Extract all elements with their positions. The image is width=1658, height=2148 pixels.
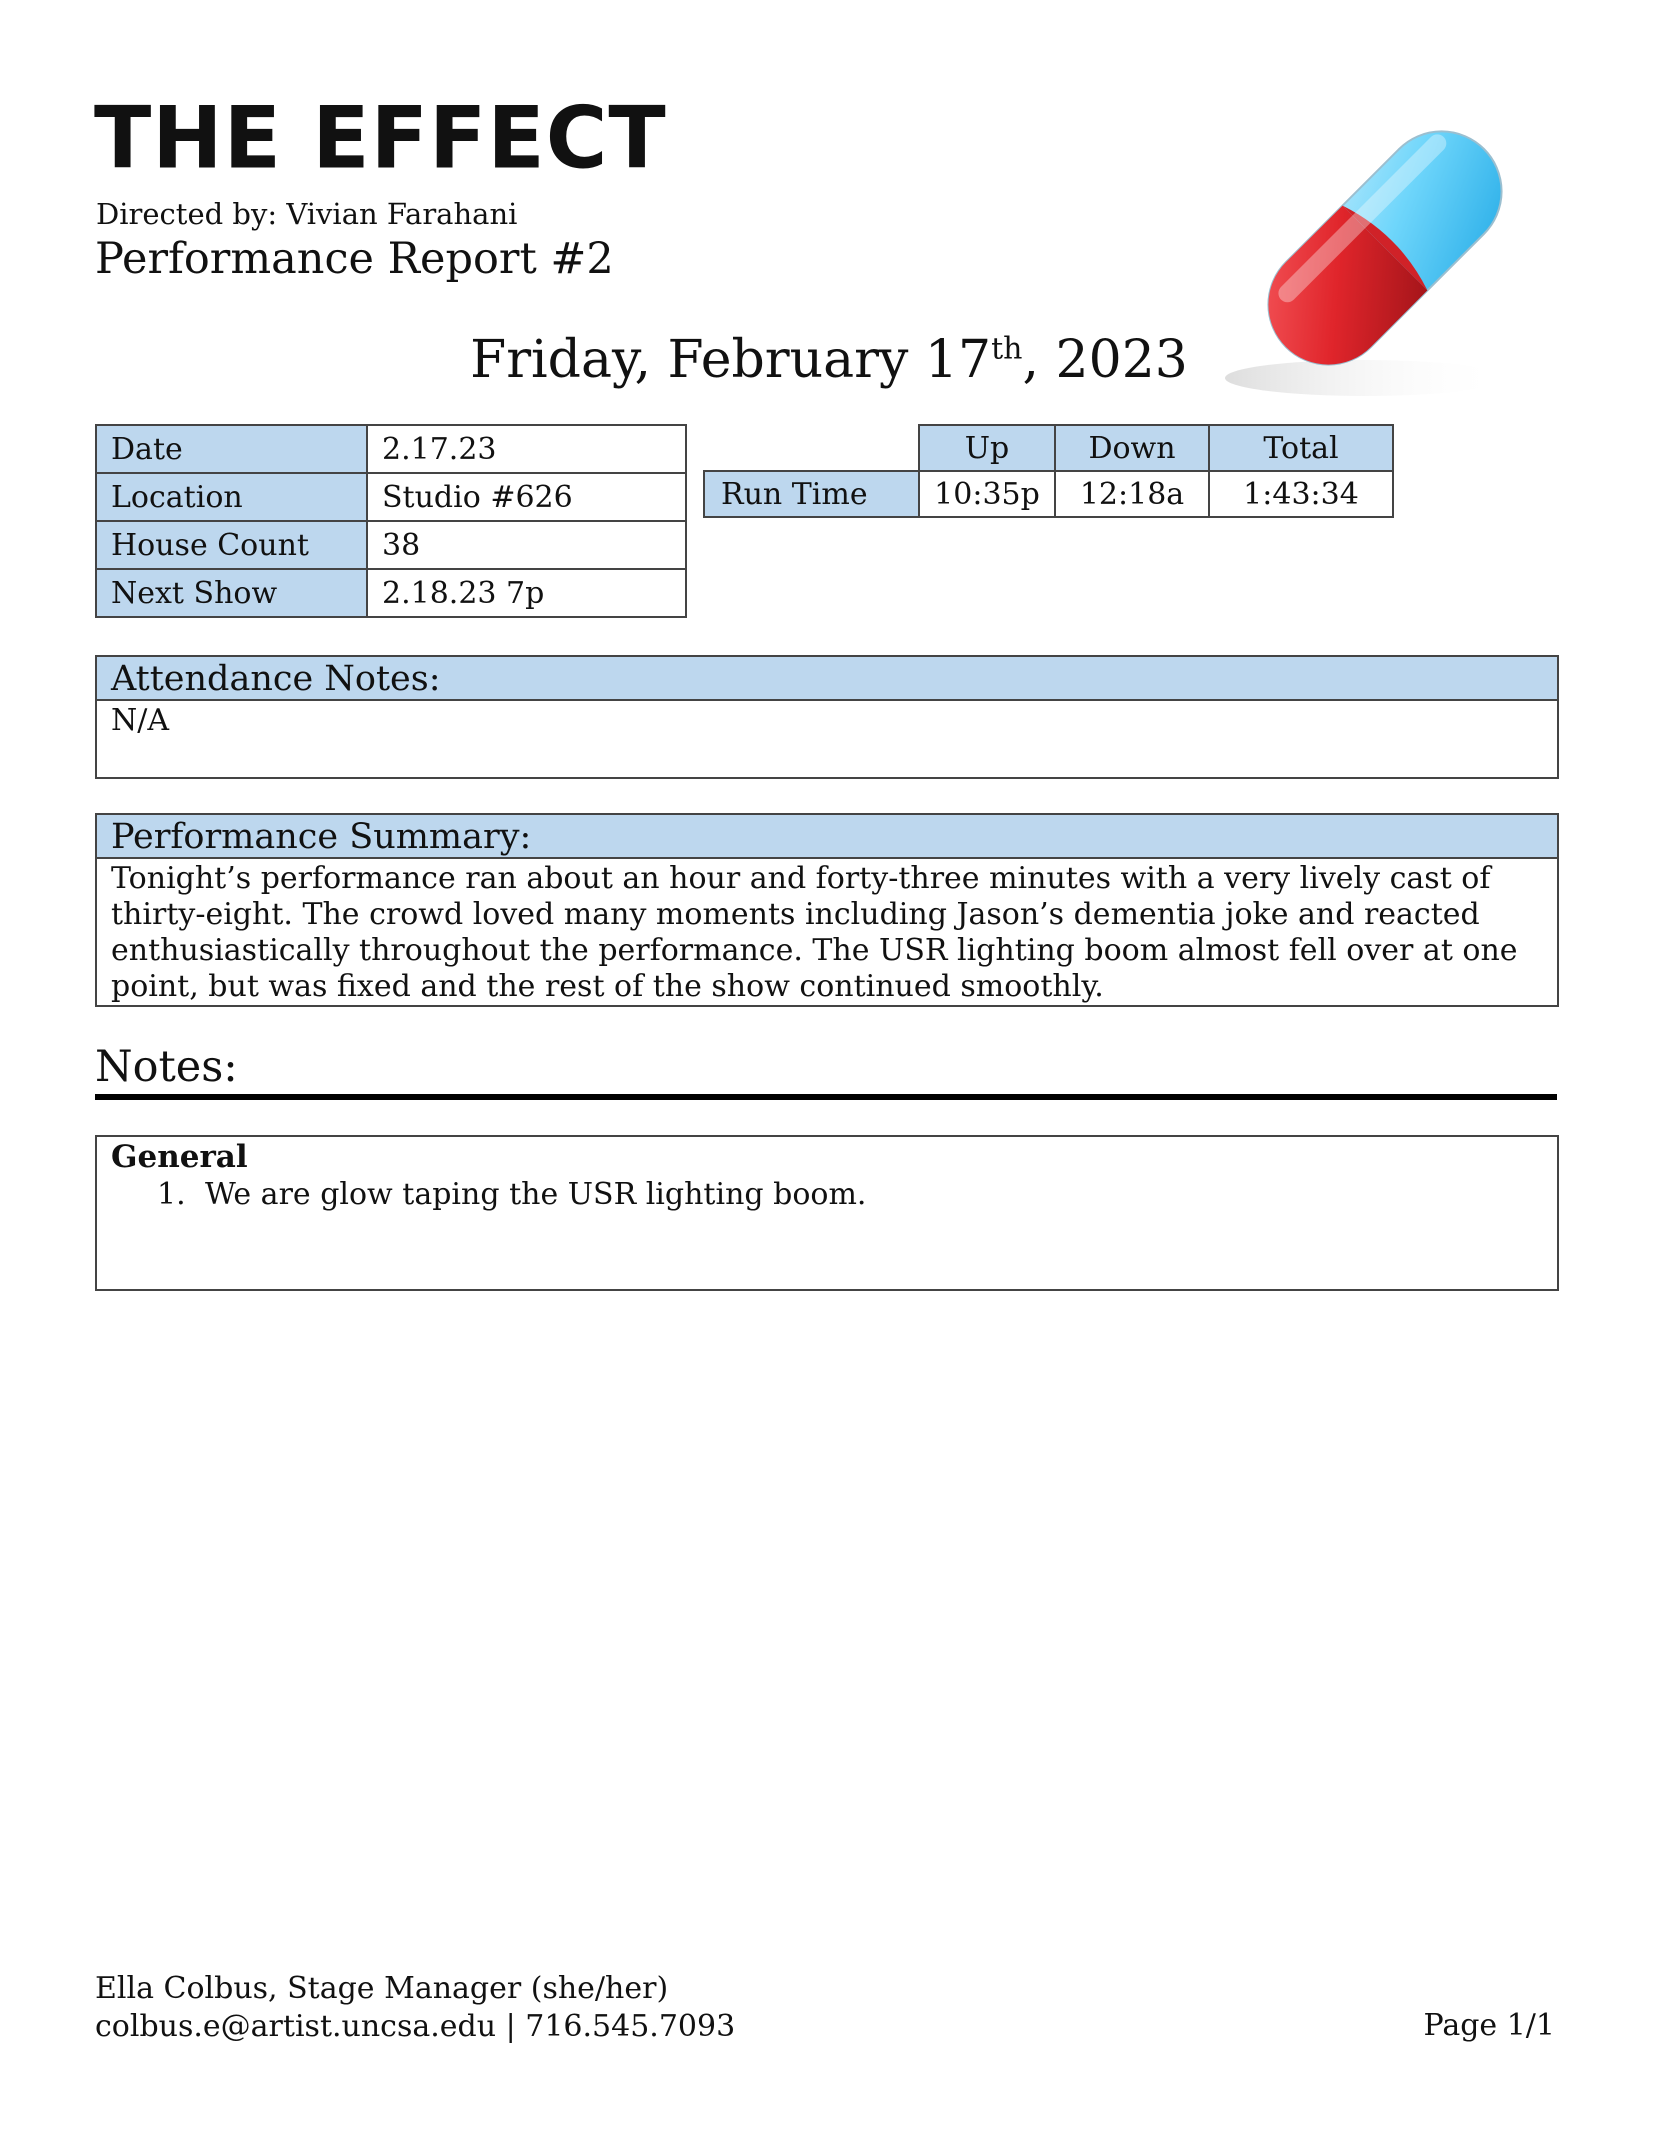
- table-row: [704, 471, 1393, 517]
- show-info-table: [95, 424, 687, 618]
- performance-summary-title: Performance Summary:: [97, 815, 1557, 859]
- performance-summary-text: Tonight’s performance ran about an hour and forty-three minutes with a very lively cast of thirty-eight. The crowd loved many moments including Jason’s dementia joke and reacted enthusiastically throughout the performance. The USR lighting boom almost fell over at one point, but was fixed and the rest of the show continued smoothly.: [111, 861, 1518, 1004]
- table-row: [704, 425, 1393, 471]
- footer-email-phone: colbus.e@artist.uncsa.edu | 716.545.7093: [95, 2009, 736, 2044]
- run-time-down: 12:18a: [1055, 471, 1209, 517]
- info-label: Location: [96, 473, 367, 521]
- table-row: [96, 425, 686, 473]
- date-suffix: th: [991, 331, 1023, 367]
- attendance-notes-title: Attendance Notes:: [97, 657, 1557, 701]
- date-year: , 2023: [1022, 330, 1188, 390]
- empty-cell: [704, 425, 919, 471]
- date-main: Friday, February 17: [470, 330, 992, 390]
- report-date: [0, 330, 1658, 390]
- list-item-text: We are glow taping the USR lighting boom.: [205, 1177, 867, 1212]
- table-row: [96, 521, 686, 569]
- list-item-number: 1.: [157, 1177, 186, 1212]
- list-item: [97, 1175, 1557, 1215]
- page-number: Page 1/1: [1423, 2008, 1555, 2043]
- info-label: Date: [96, 425, 367, 473]
- attendance-notes-box: [95, 655, 1559, 779]
- general-notes-box: [95, 1135, 1559, 1291]
- column-header-up: Up: [919, 425, 1055, 471]
- info-value: 38: [367, 521, 686, 569]
- show-title: THE EFFECT: [94, 88, 667, 188]
- footer-contact: [95, 1970, 735, 2046]
- run-time-up: 10:35p: [919, 471, 1055, 517]
- run-time-total: 1:43:34: [1209, 471, 1393, 517]
- general-notes-title: General: [111, 1139, 248, 1175]
- footer-name: Ella Colbus, Stage Manager (she/her): [95, 1971, 669, 2006]
- director-line: Directed by: Vivian Farahani: [96, 197, 518, 231]
- attendance-notes-text: N/A: [111, 703, 170, 738]
- notes-heading: Notes:: [95, 1042, 238, 1092]
- info-label: House Count: [96, 521, 367, 569]
- info-value: 2.18.23 7p: [367, 569, 686, 617]
- column-header-total: Total: [1209, 425, 1393, 471]
- run-time-table: [703, 424, 1394, 518]
- info-value: Studio #626: [367, 473, 686, 521]
- info-value: 2.17.23: [367, 425, 686, 473]
- performance-summary-box: [95, 813, 1559, 1007]
- run-time-label: Run Time: [704, 471, 919, 517]
- table-row: [96, 473, 686, 521]
- table-row: [96, 569, 686, 617]
- report-title: Performance Report #2: [95, 234, 614, 284]
- notes-divider: [95, 1094, 1557, 1100]
- info-label: Next Show: [96, 569, 367, 617]
- column-header-down: Down: [1055, 425, 1209, 471]
